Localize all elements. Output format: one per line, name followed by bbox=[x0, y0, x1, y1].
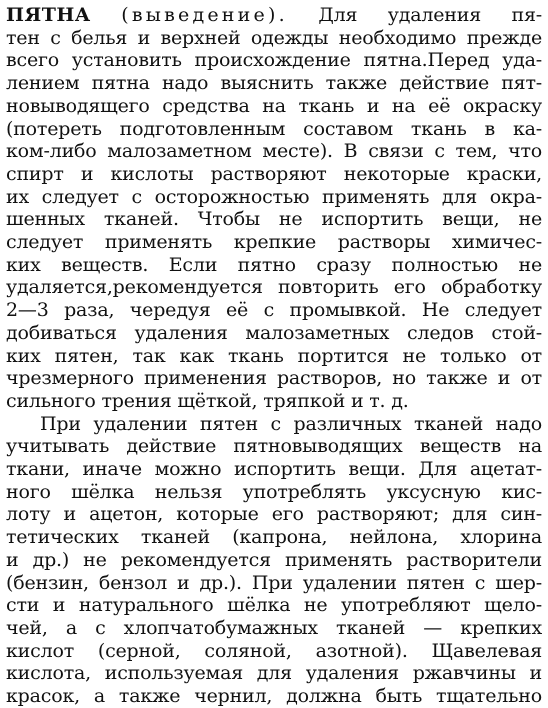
text-line: и др.) не рекомендуется применять растворители bbox=[6, 548, 542, 571]
text-line: кислот (серной, соляной, азотной). Щавелевая bbox=[6, 639, 542, 662]
article-first-line bbox=[6, 4, 542, 27]
text-line: сти и натурального шёлка не употребляют щело- bbox=[6, 594, 542, 617]
text-line: кислота, используемая для удаления ржавчины и bbox=[6, 662, 542, 685]
text-line: лением пятна надо выяснить также действие пят- bbox=[6, 72, 542, 95]
text-line: (бензин, бензол и др.). При удалении пятен с шер- bbox=[6, 571, 542, 594]
text-line: всего установить происхождение пятна.Перед уда- bbox=[6, 49, 542, 72]
text-line: лоту и ацетон, которые его растворяют; для син- bbox=[6, 503, 542, 526]
text-line: чей, а с хлопчатобумажных тканей — крепких bbox=[6, 616, 542, 639]
text-line: их следует с осторожностью применять для окра- bbox=[6, 185, 542, 208]
text-line: ких веществ. Если пятно сразу полностью не bbox=[6, 253, 542, 276]
text-line: новыводящего средства на ткань и на её окраску bbox=[6, 94, 542, 117]
text-line: чрезмерного применения растворов, но также и от bbox=[6, 367, 542, 390]
text-line: Для удаления пя- bbox=[318, 4, 542, 26]
text-line: ком-либо малозаметном месте). В связи с тем, что bbox=[6, 140, 542, 163]
article-headword-note: (выведение). bbox=[121, 4, 288, 26]
text-line: следует применять крепкие растворы химичес- bbox=[6, 231, 542, 254]
text-line: учитывать действие пятновыводящих веществ на bbox=[6, 435, 542, 458]
text-line: спирт и кислоты растворяют некоторые краски, bbox=[6, 162, 542, 185]
text-line: удаляется,рекомендуется повторить его обработку bbox=[6, 276, 542, 299]
text-line: сильного трения щёткой, тряпкой и т. д. bbox=[6, 389, 409, 412]
article-headword: ПЯТНА bbox=[6, 4, 91, 26]
text-line: шенных тканей. Чтобы не испортить вещи, не bbox=[6, 208, 542, 231]
text-line: При удалении пятен с различных тканей надо bbox=[40, 412, 542, 435]
text-line: тен с белья и верхней одежды необходимо прежде bbox=[6, 26, 542, 49]
text-line: добиваться удаления малозаметных следов стой- bbox=[6, 321, 542, 344]
article-text bbox=[6, 4, 542, 708]
text-line: ких пятен, так как ткань портится не только от bbox=[6, 344, 542, 367]
text-line: ного шёлка нельзя употреблять уксусную кис- bbox=[6, 480, 542, 503]
text-line: (потереть подготовленным составом ткань в ка- bbox=[6, 117, 542, 140]
text-line: красок, а также чернил, должна быть тщательно bbox=[6, 685, 542, 708]
text-line: 2—3 раза, чередуя её с промывкой. Не следует bbox=[6, 299, 542, 322]
text-line: ткани, иначе можно испортить вещи. Для ацетат- bbox=[6, 458, 542, 481]
text-line: тетических тканей (капрона, нейлона, хлорина bbox=[6, 526, 542, 549]
